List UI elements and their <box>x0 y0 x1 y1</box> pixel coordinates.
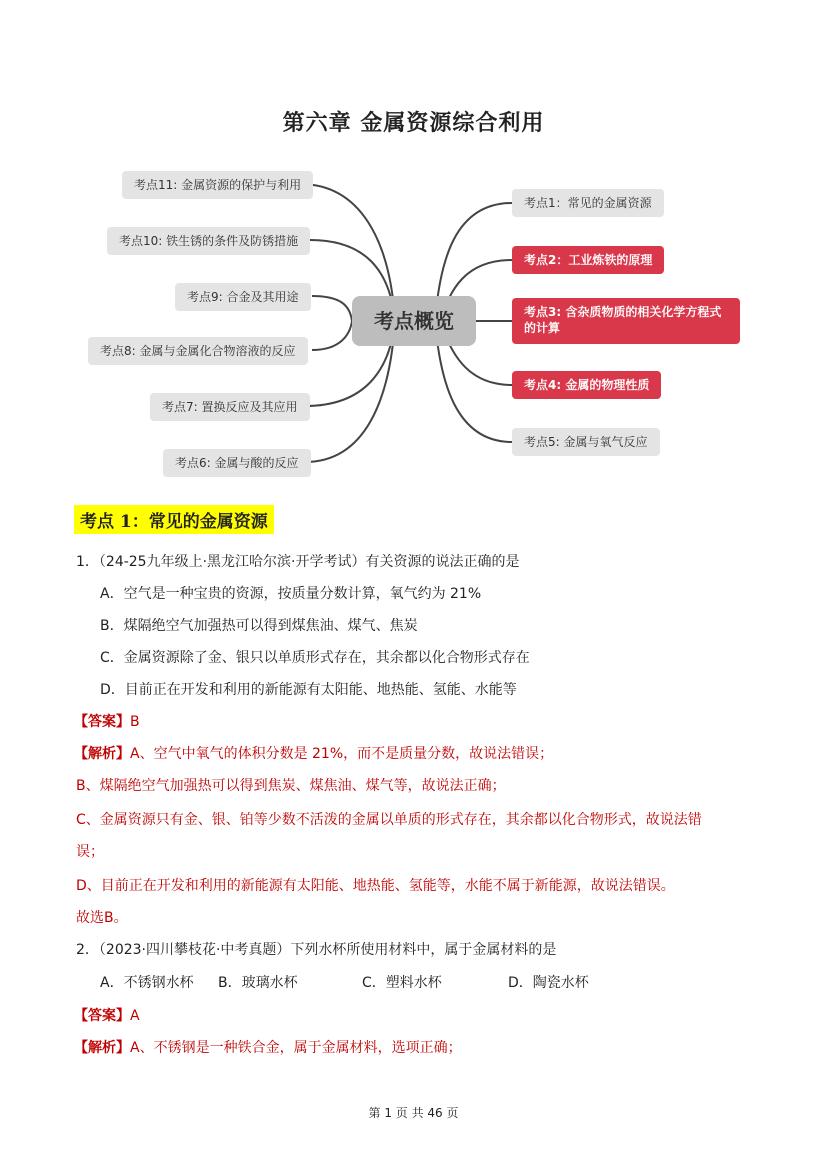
question-2-analysis-line <box>74 1037 462 1057</box>
mindmap-node-right-2: 考点2：工业炼铁的原理 <box>512 246 664 274</box>
mindmap-node-right-5: 考点5: 金属与氧气反应 <box>512 428 660 456</box>
analysis-tag: 【解析】 <box>74 746 130 762</box>
mindmap-node-left-10: 考点10: 铁生锈的条件及防锈措施 <box>107 227 310 255</box>
mindmap-node-left-7: 考点7: 置换反应及其应用 <box>150 393 310 421</box>
question-2-option-d: D．陶瓷水杯 <box>508 975 589 991</box>
question-1-analysis-line: C、金属资源只有金、银、铂等少数不活泼的金属以单质的形式存在，其余都以化合物形式，故说法错 <box>76 812 702 828</box>
mindmap-node-right-3: 考点3: 含杂质物质的相关化学方程式的计算 <box>512 298 740 344</box>
question-1-analysis-line: 故选B。 <box>76 910 128 926</box>
answer-tag: 【答案】 <box>74 1008 130 1024</box>
mindmap-node-left-8: 考点8: 金属与金属化合物溶液的反应 <box>88 337 308 365</box>
page-title: 第六章 金属资源综合利用 <box>282 110 545 136</box>
mindmap-node-left-11: 考点11: 金属资源的保护与利用 <box>122 171 313 199</box>
question-2-stem: 2．（2023·四川攀枝花·中考真题）下列水杯所使用材料中，属于金属材料的是 <box>76 942 557 958</box>
answer-value: A <box>130 1008 140 1024</box>
question-1-option-c: C．金属资源除了金、银只以单质形式存在，其余都以化合物形式存在 <box>100 650 530 666</box>
question-1-option-a: A．空气是一种宝贵的资源，按质量分数计算，氧气约为 21% <box>100 586 482 602</box>
question-2-option-a: A．不锈钢水杯 <box>100 975 194 991</box>
question-1-stem: 1．（24-25九年级上·黑龙江哈尔滨·开学考试）有关资源的说法正确的是 <box>76 554 520 570</box>
question-1-option-b: B．煤隔绝空气加强热可以得到煤焦油、煤气、焦炭 <box>100 618 418 634</box>
question-1-analysis-line: D、目前正在开发和利用的新能源有太阳能、地热能、氢能等，水能不属于新能源，故说法错误。 <box>76 878 675 894</box>
answer-value: B <box>130 714 140 730</box>
analysis-tag: 【解析】 <box>74 1040 130 1056</box>
question-2-answer <box>74 1005 140 1025</box>
question-1-option-d: D．目前正在开发和利用的新能源有太阳能、地热能、氢能、水能等 <box>100 682 517 698</box>
mindmap-center-node: 考点概览 <box>352 296 476 346</box>
question-1-analysis-line: B、煤隔绝空气加强热可以得到焦炭、煤焦油、煤气等，故说法正确； <box>76 778 506 794</box>
answer-tag: 【答案】 <box>74 714 130 730</box>
section-title: 考点 1：常见的金属资源 <box>74 505 274 534</box>
mindmap-node-right-4: 考点4: 金属的物理性质 <box>512 371 661 399</box>
mindmap-node-right-1: 考点1：常见的金属资源 <box>512 189 664 217</box>
question-1-analysis-line <box>74 743 553 763</box>
question-1-analysis-line: 误； <box>76 844 104 860</box>
question-2-option-b: B．玻璃水杯 <box>218 975 298 991</box>
analysis-text: A、不锈钢是一种铁合金，属于金属材料，选项正确； <box>130 1040 462 1056</box>
page-footer: 第 1 页 共 46 页 <box>368 1106 459 1120</box>
question-1-answer <box>74 711 140 731</box>
mindmap-node-left-9: 考点9: 合金及其用途 <box>175 283 311 311</box>
analysis-text: A、空气中氧气的体积分数是 21%，而不是质量分数，故说法错误； <box>130 746 554 762</box>
question-2-option-c: C．塑料水杯 <box>362 975 442 991</box>
mindmap-node-left-6: 考点6: 金属与酸的反应 <box>163 449 311 477</box>
